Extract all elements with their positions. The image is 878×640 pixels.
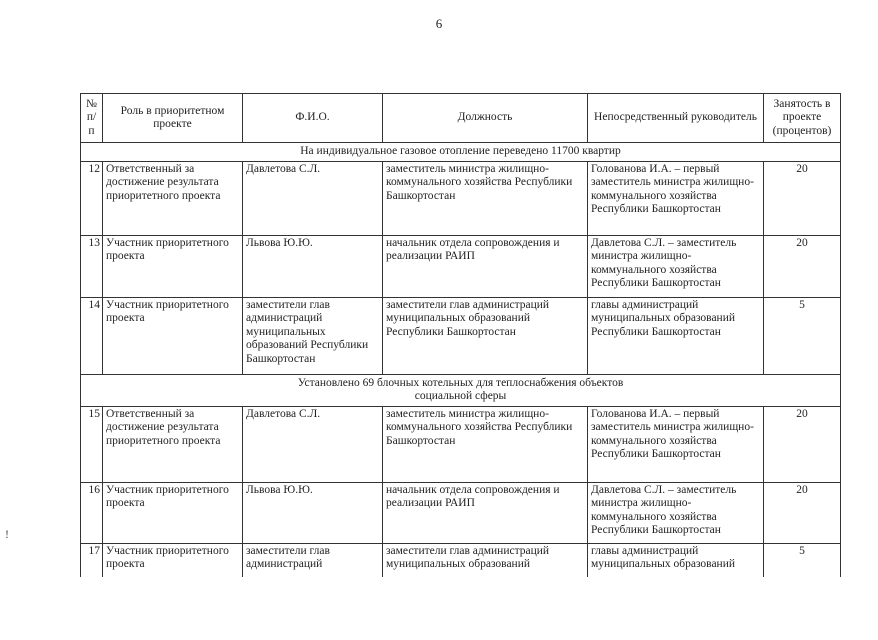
cell-supervisor: Голованова И.А. – первый заместитель министра жилищно-коммунального хозяйства Республики Башкортостан <box>588 161 764 235</box>
table-row <box>81 482 841 543</box>
page-number: 6 <box>435 16 443 31</box>
cell-employment: 5 <box>764 543 841 577</box>
cell-position: заместители глав администраций муниципальных образований <box>383 543 588 577</box>
cell-role: Участник приоритетного проекта <box>103 543 243 577</box>
cell-employment: 20 <box>764 406 841 482</box>
cell-name: Львова Ю.Ю. <box>243 482 383 543</box>
cell-position: заместители глав администраций муниципальных образований Республики Башкортостан <box>383 297 588 374</box>
cell-employment: 20 <box>764 235 841 297</box>
section-title-line: Установлено 69 блочных котельных для теплоснабжения объектов <box>297 376 624 389</box>
cell-role: Ответственный за достижение результата приоритетного проекта <box>103 161 243 235</box>
cell-number: 15 <box>81 406 103 482</box>
cell-role: Участник приоритетного проекта <box>103 235 243 297</box>
header-supervisor: Непосредственный руководитель <box>588 94 764 143</box>
table-row <box>81 543 841 577</box>
header-name: Ф.И.О. <box>243 94 383 143</box>
cell-number: 17 <box>81 543 103 577</box>
cell-name: заместители глав администраций <box>243 543 383 577</box>
header-employment: Занятость в проекте (процентов) <box>764 94 841 143</box>
cell-number: 14 <box>81 297 103 374</box>
header-position: Должность <box>383 94 588 143</box>
table-row <box>81 406 841 482</box>
cell-name: Давлетова С.Л. <box>243 161 383 235</box>
margin-mark: ! <box>5 527 9 541</box>
cell-employment: 20 <box>764 161 841 235</box>
section-title <box>81 374 841 406</box>
cell-supervisor: главы администраций муниципальных образований Республики Башкортостан <box>588 297 764 374</box>
project-participants-table <box>80 93 841 577</box>
cell-name: Львова Ю.Ю. <box>243 235 383 297</box>
cell-position: заместитель министра жилищно-коммунального хозяйства Республики Башкортостан <box>383 161 588 235</box>
cell-supervisor: главы администраций муниципальных образований <box>588 543 764 577</box>
cell-role: Участник приоритетного проекта <box>103 482 243 543</box>
cell-position: начальник отдела сопровождения и реализации РАИП <box>383 482 588 543</box>
cell-supervisor: Давлетова С.Л. – заместитель министра жилищно-коммунального хозяйства Республики Башкортостан <box>588 235 764 297</box>
header-role: Роль в приоритетном проекте <box>103 94 243 143</box>
cell-number: 12 <box>81 161 103 235</box>
cell-number: 16 <box>81 482 103 543</box>
section-row <box>81 374 841 406</box>
cell-position: заместитель министра жилищно-коммунального хозяйства Республики Башкортостан <box>383 406 588 482</box>
table-row <box>81 297 841 374</box>
cell-role: Ответственный за достижение результата приоритетного проекта <box>103 406 243 482</box>
section-title: На индивидуальное газовое отопление переведено 11700 квартир <box>81 143 841 162</box>
cell-name: заместители глав администраций муниципальных образований Республики Башкортостан <box>243 297 383 374</box>
table-header-row <box>81 94 841 143</box>
cell-role: Участник приоритетного проекта <box>103 297 243 374</box>
table-row <box>81 235 841 297</box>
cell-employment: 20 <box>764 482 841 543</box>
section-row <box>81 143 841 162</box>
header-number: № п/п <box>81 94 103 143</box>
cell-supervisor: Давлетова С.Л. – заместитель министра жилищно-коммунального хозяйства Республики Башкортостан <box>588 482 764 543</box>
cell-number: 13 <box>81 235 103 297</box>
cell-name: Давлетова С.Л. <box>243 406 383 482</box>
cell-employment: 5 <box>764 297 841 374</box>
table-row <box>81 161 841 235</box>
section-title-line: социальной сферы <box>414 390 507 402</box>
cell-supervisor: Голованова И.А. – первый заместитель министра жилищно-коммунального хозяйства Республики Башкортостан <box>588 406 764 482</box>
cell-position: начальник отдела сопровождения и реализации РАИП <box>383 235 588 297</box>
